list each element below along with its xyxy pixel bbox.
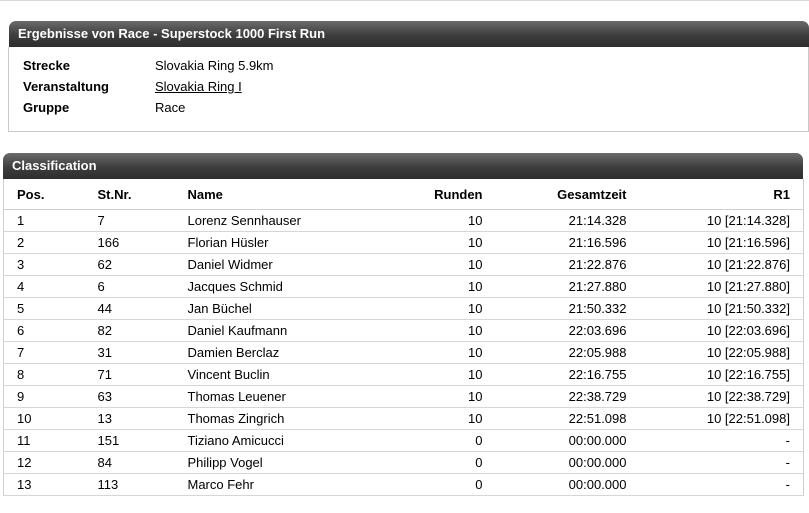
table-row bbox=[4, 298, 804, 320]
cell-gesamtzeit: 21:50.332 bbox=[483, 298, 627, 320]
cell-stnr: 166 bbox=[98, 232, 188, 254]
info-label-strecke: Strecke bbox=[23, 58, 70, 73]
cell-name: Jacques Schmid bbox=[188, 276, 388, 298]
cell-r1: - bbox=[627, 452, 804, 474]
info-value-gruppe: Race bbox=[155, 100, 186, 115]
cell-pos: 3 bbox=[4, 254, 98, 276]
results-body bbox=[4, 210, 804, 496]
cell-stnr: 6 bbox=[98, 276, 188, 298]
cell-name: Marco Fehr bbox=[188, 474, 388, 496]
event-info-box bbox=[8, 47, 809, 132]
col-header-runden: Runden bbox=[388, 179, 483, 210]
cell-name: Florian Hüsler bbox=[188, 232, 388, 254]
cell-gesamtzeit: 22:38.729 bbox=[483, 386, 627, 408]
cell-gesamtzeit: 00:00.000 bbox=[483, 452, 627, 474]
cell-pos: 13 bbox=[4, 474, 98, 496]
cell-pos: 11 bbox=[4, 430, 98, 452]
cell-pos: 12 bbox=[4, 452, 98, 474]
cell-pos: 5 bbox=[4, 298, 98, 320]
cell-name: Daniel Kaufmann bbox=[188, 320, 388, 342]
cell-r1: - bbox=[627, 430, 804, 452]
cell-gesamtzeit: 22:16.755 bbox=[483, 364, 627, 386]
cell-name: Lorenz Sennhauser bbox=[188, 210, 388, 232]
cell-pos: 7 bbox=[4, 342, 98, 364]
cell-gesamtzeit: 22:05.988 bbox=[483, 342, 627, 364]
cell-pos: 10 bbox=[4, 408, 98, 430]
table-row bbox=[4, 232, 804, 254]
cell-pos: 4 bbox=[4, 276, 98, 298]
cell-runden: 0 bbox=[388, 430, 483, 452]
table-row bbox=[4, 430, 804, 452]
cell-stnr: 62 bbox=[98, 254, 188, 276]
cell-stnr: 84 bbox=[98, 452, 188, 474]
cell-gesamtzeit: 00:00.000 bbox=[483, 430, 627, 452]
cell-gesamtzeit: 22:03.696 bbox=[483, 320, 627, 342]
cell-runden: 0 bbox=[388, 452, 483, 474]
cell-r1: 10 [21:16.596] bbox=[627, 232, 804, 254]
cell-stnr: 63 bbox=[98, 386, 188, 408]
cell-gesamtzeit: 21:16.596 bbox=[483, 232, 627, 254]
cell-name: Damien Berclaz bbox=[188, 342, 388, 364]
cell-stnr: 71 bbox=[98, 364, 188, 386]
table-row bbox=[4, 254, 804, 276]
top-divider bbox=[0, 0, 809, 1]
cell-runden: 10 bbox=[388, 232, 483, 254]
table-header-row bbox=[4, 179, 804, 210]
col-header-stnr: St.Nr. bbox=[98, 179, 188, 210]
cell-runden: 10 bbox=[388, 408, 483, 430]
cell-pos: 8 bbox=[4, 364, 98, 386]
cell-pos: 6 bbox=[4, 320, 98, 342]
cell-gesamtzeit: 21:27.880 bbox=[483, 276, 627, 298]
cell-stnr: 82 bbox=[98, 320, 188, 342]
cell-r1: 10 [21:50.332] bbox=[627, 298, 804, 320]
cell-r1: 10 [22:51.098] bbox=[627, 408, 804, 430]
table-row bbox=[4, 342, 804, 364]
cell-name: Thomas Leuener bbox=[188, 386, 388, 408]
cell-r1: 10 [22:05.988] bbox=[627, 342, 804, 364]
cell-name: Vincent Buclin bbox=[188, 364, 388, 386]
cell-r1: 10 [22:03.696] bbox=[627, 320, 804, 342]
event-panel-header bbox=[9, 21, 809, 47]
table-row bbox=[4, 452, 804, 474]
info-label-gruppe: Gruppe bbox=[23, 100, 70, 115]
cell-runden: 10 bbox=[388, 342, 483, 364]
cell-name: Thomas Zingrich bbox=[188, 408, 388, 430]
cell-r1: 10 [22:16.755] bbox=[627, 364, 804, 386]
info-value-strecke: Slovakia Ring 5.9km bbox=[155, 58, 274, 73]
cell-r1: 10 [21:27.880] bbox=[627, 276, 804, 298]
cell-runden: 10 bbox=[388, 364, 483, 386]
cell-name: Jan Büchel bbox=[188, 298, 388, 320]
cell-runden: 10 bbox=[388, 210, 483, 232]
cell-r1: 10 [21:14.328] bbox=[627, 210, 804, 232]
col-header-gesamtzeit: Gesamtzeit bbox=[483, 179, 627, 210]
cell-pos: 1 bbox=[4, 210, 98, 232]
cell-r1: 10 [21:22.876] bbox=[627, 254, 804, 276]
cell-gesamtzeit: 22:51.098 bbox=[483, 408, 627, 430]
event-link[interactable]: Slovakia Ring I bbox=[155, 79, 242, 94]
col-header-pos: Pos. bbox=[4, 179, 98, 210]
table-row bbox=[4, 320, 804, 342]
table-row bbox=[4, 474, 804, 496]
cell-r1: - bbox=[627, 474, 804, 496]
table-row bbox=[4, 210, 804, 232]
table-row bbox=[4, 364, 804, 386]
cell-runden: 10 bbox=[388, 276, 483, 298]
table-row bbox=[4, 408, 804, 430]
cell-name: Tiziano Amicucci bbox=[188, 430, 388, 452]
cell-name: Philipp Vogel bbox=[188, 452, 388, 474]
table-row bbox=[4, 386, 804, 408]
cell-name: Daniel Widmer bbox=[188, 254, 388, 276]
cell-gesamtzeit: 00:00.000 bbox=[483, 474, 627, 496]
cell-gesamtzeit: 21:14.328 bbox=[483, 210, 627, 232]
cell-stnr: 7 bbox=[98, 210, 188, 232]
cell-stnr: 151 bbox=[98, 430, 188, 452]
cell-stnr: 113 bbox=[98, 474, 188, 496]
cell-stnr: 31 bbox=[98, 342, 188, 364]
classification-header bbox=[3, 153, 803, 179]
cell-stnr: 44 bbox=[98, 298, 188, 320]
cell-stnr: 13 bbox=[98, 408, 188, 430]
cell-runden: 10 bbox=[388, 254, 483, 276]
cell-runden: 10 bbox=[388, 298, 483, 320]
cell-r1: 10 [22:38.729] bbox=[627, 386, 804, 408]
cell-gesamtzeit: 21:22.876 bbox=[483, 254, 627, 276]
table-row bbox=[4, 276, 804, 298]
cell-runden: 10 bbox=[388, 320, 483, 342]
cell-runden: 10 bbox=[388, 386, 483, 408]
classification-title: Classification bbox=[12, 158, 97, 173]
cell-pos: 9 bbox=[4, 386, 98, 408]
col-header-r1: R1 bbox=[627, 179, 804, 210]
results-table bbox=[3, 179, 804, 496]
info-label-veranstaltung: Veranstaltung bbox=[23, 79, 109, 94]
cell-runden: 0 bbox=[388, 474, 483, 496]
cell-pos: 2 bbox=[4, 232, 98, 254]
event-panel-title: Ergebnisse von Race - Superstock 1000 First Run bbox=[18, 26, 326, 41]
col-header-name: Name bbox=[188, 179, 388, 210]
